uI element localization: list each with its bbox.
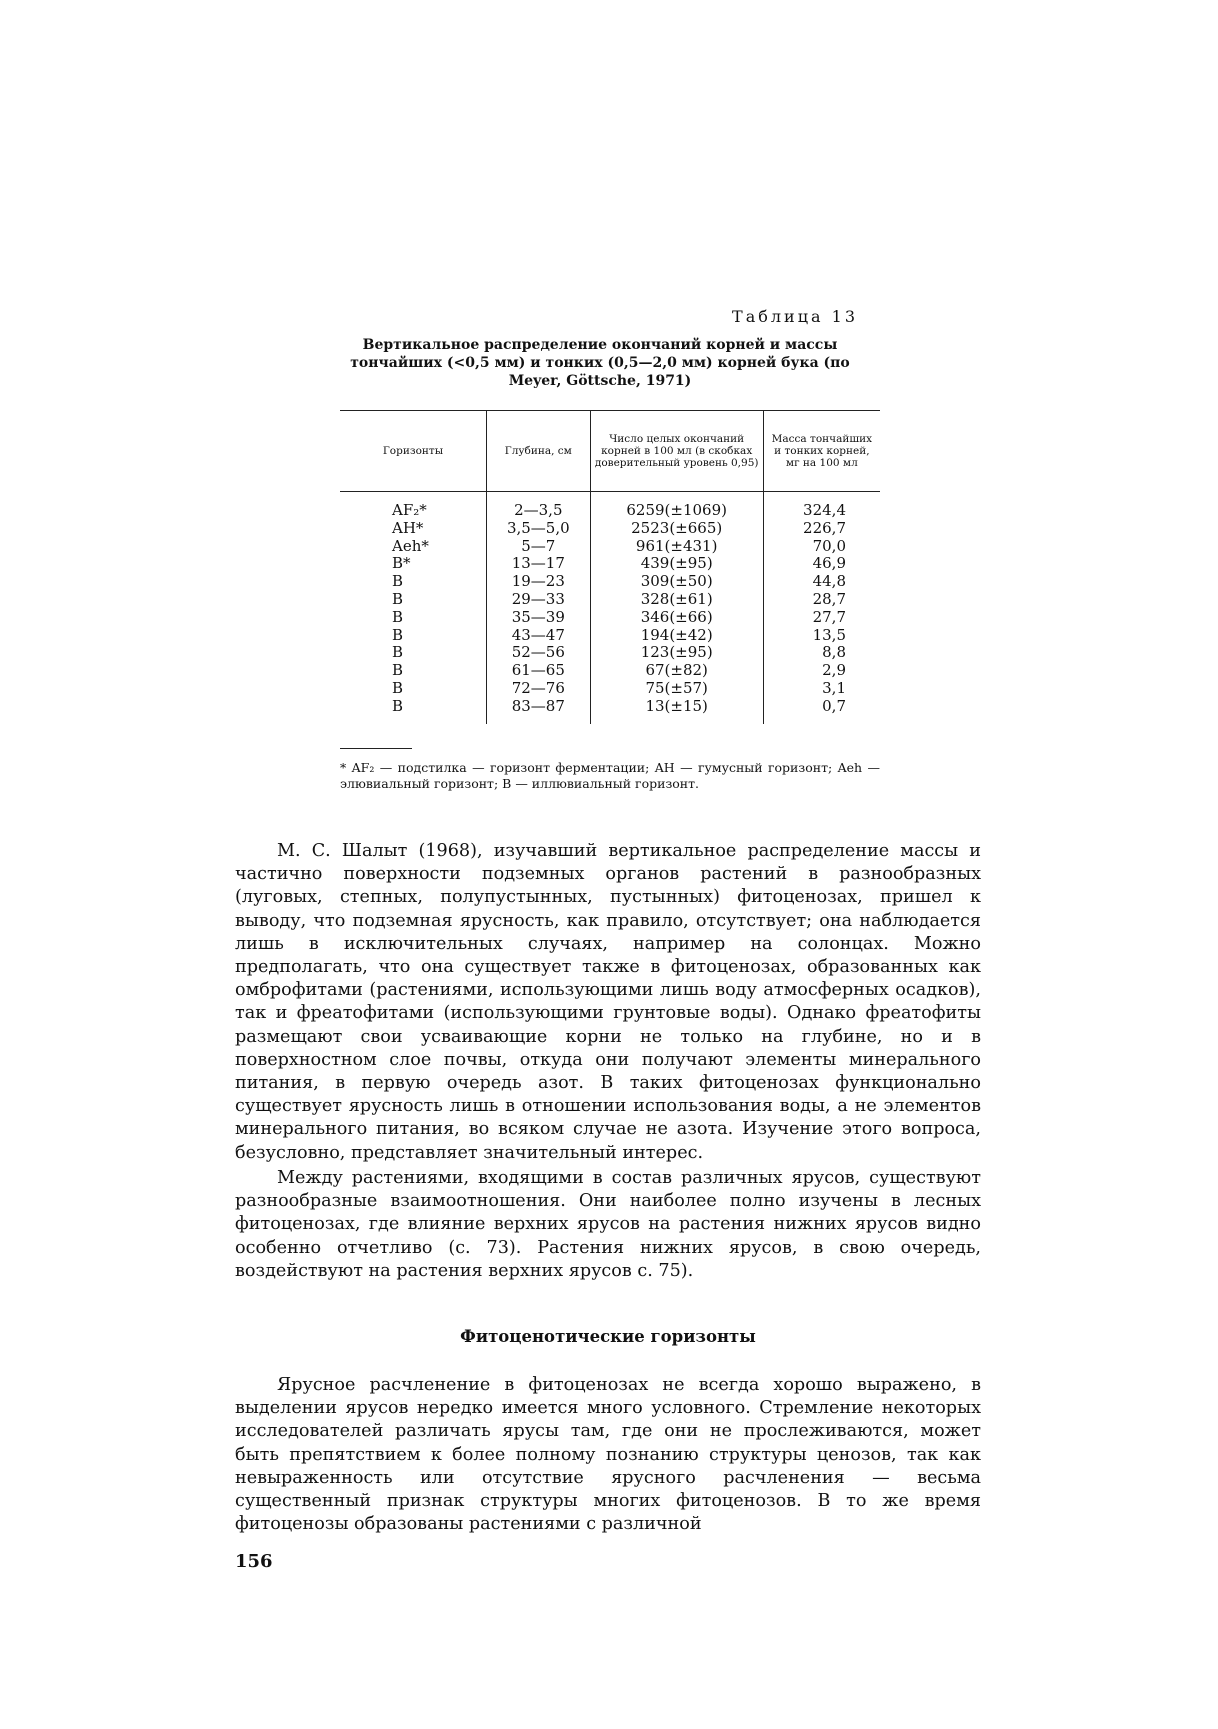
- count-cell: 13(±15): [590, 698, 763, 724]
- table-row: [340, 573, 880, 591]
- table-row: [340, 555, 880, 573]
- count-cell: 67(±82): [590, 662, 763, 680]
- depth-cell: 61—65: [486, 662, 590, 680]
- horizon-cell: B: [392, 572, 404, 591]
- horizon-cell: B: [392, 589, 404, 608]
- depth-cell: 19—23: [486, 573, 590, 591]
- column-header-depth: Глубина, см: [486, 411, 590, 492]
- mass-cell: 226,7: [763, 520, 880, 538]
- horizon-cell: B*: [392, 554, 411, 573]
- root-distribution-table: [340, 410, 880, 724]
- mass-cell: 2,9: [763, 662, 880, 680]
- horizon-cell: B: [392, 643, 404, 662]
- paragraph-shalyt: М. С. Шалыт (1968), изучавший вертикальное распределение массы и частично поверхности подземных органов растений в разнообразных (луговых, степных, полупустынных, пустынных) фитоценозах, пришел к выводу, что подземная ярусность, как правило, отсутствует; она наблюдается лишь в исключительных случаях, например на солонцах. Можно предполагать, что она существует также в фитоценозах, образованных как омброфитами (растениями, использующими лишь воду атмосферных осадков), так и фреатофитами (использующими грунтовые воды). Однако фреатофиты размещают свои усваивающие корни не только на глубине, но и в поверхностном слое почвы, откуда они получают элементы минерального питания, в первую очередь азот. В таких фитоценозах функционально существует ярусность лишь в отношении использования воды, а не элементов минерального питания, во всяком случае не азота. Изучение этого вопроса, безусловно, представляет значительный интерес.: [235, 841, 981, 1163]
- horizon-cell: B: [392, 696, 404, 715]
- horizon-cell: B: [392, 625, 404, 644]
- count-cell: 328(±61): [590, 591, 763, 609]
- mass-cell: 27,7: [763, 609, 880, 627]
- depth-cell: 72—76: [486, 680, 590, 698]
- count-cell: 6259(±1069): [590, 492, 763, 520]
- count-cell: 346(±66): [590, 609, 763, 627]
- mass-cell: 28,7: [763, 591, 880, 609]
- depth-cell: 2—3,5: [486, 492, 590, 520]
- table-row: [340, 538, 880, 556]
- horizon-cell: B: [392, 678, 404, 697]
- paragraph-interactions: Между растениями, входящими в состав различных ярусов, существуют разнообразные взаимоотношения. Они наиболее полно изучены в лесных фитоценозах, где влияние верхних ярусов на растения нижних ярусов видно особенно отчетливо (с. 73). Растения нижних ярусов, в свою очередь, воздействуют на растения верхних ярусов с. 75).: [235, 1168, 981, 1281]
- horizon-cell: Aeh*: [392, 536, 429, 555]
- mass-cell: 324,4: [763, 492, 880, 520]
- table-row: [340, 698, 880, 724]
- table-row: [340, 492, 880, 520]
- mass-cell: 13,5: [763, 627, 880, 645]
- table-title: Вертикальное распределение окончаний корней и массы тончайших (<0,5 мм) и тонких (0,5—2,0 мм) корней бука (по Meyer, Göttsche, 1971): [350, 337, 850, 389]
- mass-cell: 44,8: [763, 573, 880, 591]
- table-row: [340, 644, 880, 662]
- count-cell: 309(±50): [590, 573, 763, 591]
- depth-cell: 3,5—5,0: [486, 520, 590, 538]
- footnote-divider: [340, 748, 412, 749]
- mass-cell: 0,7: [763, 698, 880, 724]
- table-row: [340, 680, 880, 698]
- depth-cell: 13—17: [486, 555, 590, 573]
- page-number: 156: [235, 1551, 273, 1572]
- mass-cell: 3,1: [763, 680, 880, 698]
- table-row: [340, 520, 880, 538]
- mass-cell: 8,8: [763, 644, 880, 662]
- count-cell: 123(±95): [590, 644, 763, 662]
- section-heading: Фитоценотические горизонты: [460, 1327, 756, 1346]
- mass-cell: 70,0: [763, 538, 880, 556]
- table-footnote: * AF₂ — подстилка — горизонт ферментации; AH — гумусный горизонт; Aeh — элювиальный горизонт; B — иллювиальный горизонт.: [340, 760, 880, 791]
- depth-cell: 43—47: [486, 627, 590, 645]
- count-cell: 961(±431): [590, 538, 763, 556]
- column-header-mass: Масса тончайших и тонких корней, мг на 100 мл: [763, 411, 880, 492]
- horizon-cell: B: [392, 607, 404, 626]
- column-header-count: Число целых окончаний корней в 100 мл (в скобках доверительный уровень 0,95): [590, 411, 763, 492]
- column-header-horizons: Горизонты: [340, 411, 486, 492]
- depth-cell: 35—39: [486, 609, 590, 627]
- horizon-cell: AH*: [392, 518, 424, 537]
- paragraph-layering: Ярусное расчленение в фитоценозах не всегда хорошо выражено, в выделении ярусов нередко имеется много условного. Стремление некоторых исследователей различать ярусы там, где они не прослеживаются, может быть препятствием к более полному познанию структуры ценозов, так как невыраженность или отсутствие ярусного расчленения — весьма существенный признак структуры многих фитоценозов. В то же время фитоценозы образованы растениями с различной: [235, 1375, 981, 1535]
- table-label: Таблица 13: [732, 307, 858, 326]
- horizon-cell: AF₂*: [392, 501, 427, 519]
- count-cell: 439(±95): [590, 555, 763, 573]
- depth-cell: 5—7: [486, 538, 590, 556]
- count-cell: 194(±42): [590, 627, 763, 645]
- depth-cell: 29—33: [486, 591, 590, 609]
- table-header-row: [340, 411, 880, 492]
- depth-cell: 52—56: [486, 644, 590, 662]
- depth-cell: 83—87: [486, 698, 590, 724]
- table-row: [340, 591, 880, 609]
- mass-cell: 46,9: [763, 555, 880, 573]
- table-row: [340, 627, 880, 645]
- count-cell: 2523(±665): [590, 520, 763, 538]
- count-cell: 75(±57): [590, 680, 763, 698]
- table-row: [340, 662, 880, 680]
- horizon-cell: B: [392, 661, 404, 680]
- table-row: [340, 609, 880, 627]
